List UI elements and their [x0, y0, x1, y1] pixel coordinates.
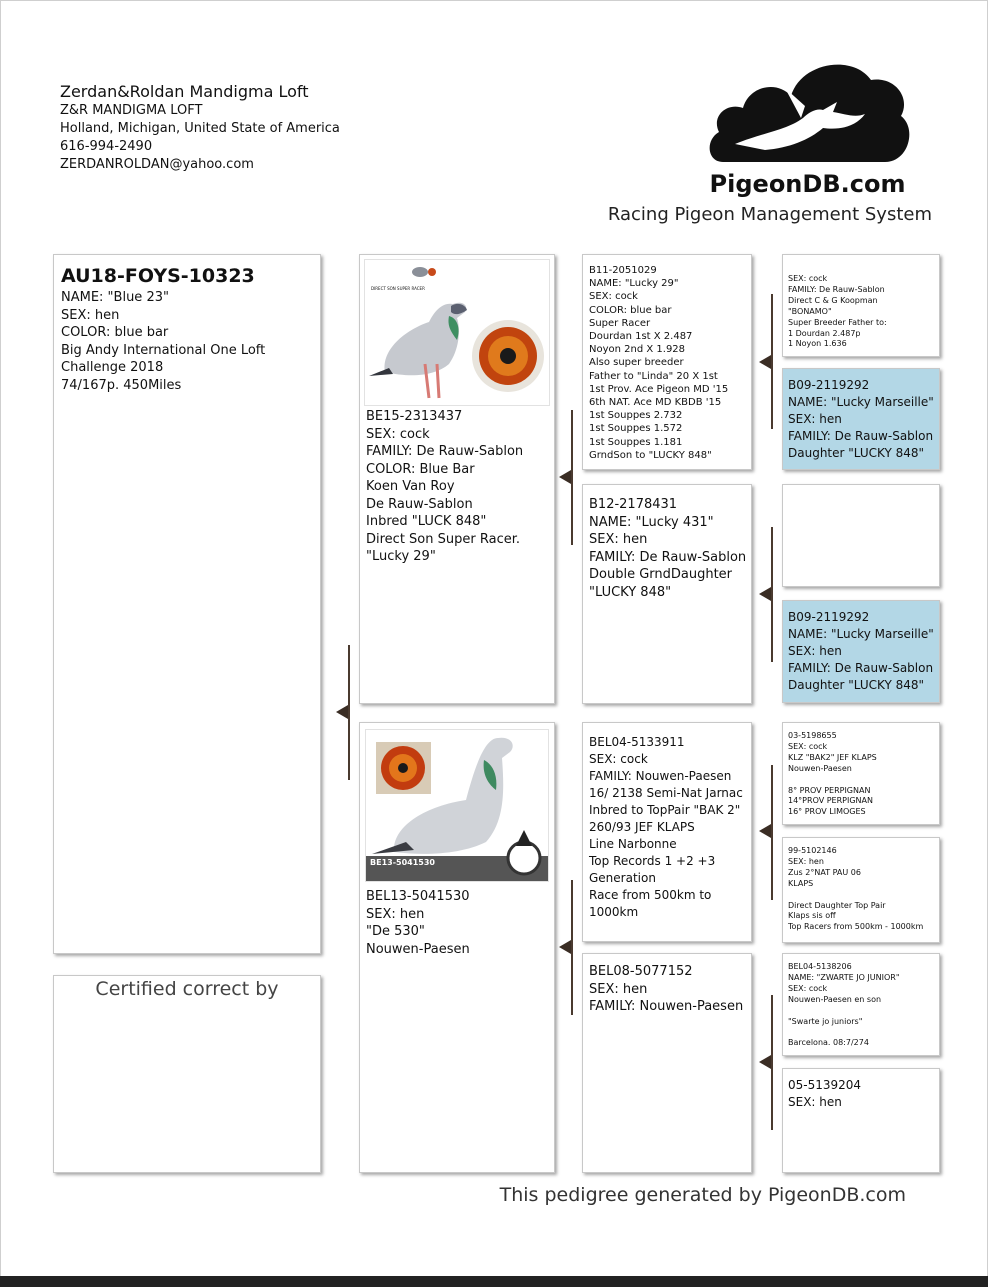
detail-line: Zus 2°NAT PAU 06	[788, 867, 861, 877]
main-bird-card	[53, 254, 321, 954]
detail-line: Also super breeder	[589, 357, 684, 369]
detail-line: De Rauw-Sablon	[366, 496, 473, 512]
connector-line	[771, 527, 773, 662]
detail-line: 8° PROV PERPIGNAN	[788, 785, 871, 795]
detail-line: COLOR: blue bar	[589, 304, 672, 316]
detail-line: BE15-2313437	[366, 409, 463, 424]
pigeondb-logo-icon	[705, 58, 910, 170]
sire-card	[359, 254, 555, 704]
connector-line	[771, 294, 773, 429]
detail-line: SEX: hen	[788, 412, 842, 426]
detail-line: SEX: cock	[788, 983, 828, 993]
dam-dam-card	[582, 953, 752, 1173]
brand-tagline: Racing Pigeon Management System	[607, 204, 932, 225]
certified-box	[53, 975, 321, 1173]
dam-sire-card	[582, 722, 752, 942]
detail-line: NAME: "Lucky 29"	[589, 278, 679, 290]
detail-line: Line Narbonne	[589, 837, 677, 851]
detail-line: Super Breeder Father to:	[788, 317, 887, 327]
sire-photo	[364, 259, 550, 406]
detail-line: NAME: "ZWARTE JO JUNIOR"	[788, 972, 900, 982]
connector-line	[571, 410, 573, 545]
detail-line: BEL13-5041530	[366, 889, 470, 904]
detail-line: NAME: "Lucky Marseille"	[788, 395, 934, 409]
detail-line: Koen Van Roy	[366, 479, 455, 494]
sds-card	[782, 484, 940, 587]
detail-line	[788, 775, 934, 786]
connector-arrow-icon	[759, 355, 771, 369]
dss-details	[788, 731, 934, 818]
detail-line: FAMILY: De Rauw-Sablon	[366, 444, 524, 459]
sire-sire-card	[582, 254, 752, 470]
dss-card	[782, 722, 940, 825]
detail-line: Dourdan 1st X 2.487	[589, 331, 693, 343]
dsd-card	[782, 837, 940, 943]
connector-arrow-icon	[559, 470, 571, 484]
detail-line: BEL04-5133911	[589, 735, 685, 749]
detail-line: Top Records 1 +2 +3	[589, 854, 716, 868]
detail-line: SEX: cock	[589, 752, 648, 766]
detail-line	[788, 890, 934, 901]
ssd-card	[782, 368, 940, 470]
bottom-bar	[0, 1276, 988, 1287]
detail-line: FAMILY: Nouwen-Paesen	[589, 999, 744, 1014]
detail-line: B09-2119292	[788, 610, 870, 624]
loft-info	[60, 82, 340, 174]
detail-line: Inbred "LUCK 848"	[366, 514, 487, 529]
detail-line: GrndSon to "LUCKY 848"	[589, 449, 712, 461]
connector-line	[571, 880, 573, 1015]
connector-line	[771, 765, 773, 900]
main-details	[61, 289, 313, 394]
detail-line: "BONAMO"	[788, 306, 832, 316]
detail-line: Direct C & G Koopman	[788, 295, 878, 305]
connector-arrow-icon	[559, 940, 571, 954]
detail-line: 1000km	[589, 905, 639, 919]
detail-line: FAMILY: Nouwen-Paesen	[589, 769, 732, 783]
detail-line: 1st Souppes 1.572	[589, 423, 683, 435]
detail-line: Nouwen-Paesen en son	[788, 994, 882, 1004]
sire-photo-caption: DIRECT SON SUPER RACER	[371, 286, 425, 291]
detail-line: FAMILY: De Rauw-Sablon	[788, 429, 934, 443]
detail-line: 6th NAT. Ace MD KBDB '15	[589, 397, 722, 409]
sdd-card	[782, 600, 940, 703]
detail-line: BEL04-5138206	[788, 962, 852, 971]
connector-arrow-icon	[759, 824, 771, 838]
detail-line: Daughter "LUCKY 848"	[788, 446, 925, 460]
loft-email: ZERDANROLDAN@yahoo.com	[60, 157, 254, 172]
detail-line: Barcelona. 08:7/274	[788, 1038, 869, 1048]
detail-line: SEX: cock	[788, 741, 828, 751]
dam-dam-details	[589, 963, 745, 1016]
sdd-details	[788, 609, 934, 694]
detail-line: SEX: cock	[589, 291, 638, 303]
detail-line: Top Racers from 500km - 1000km	[788, 922, 924, 932]
dsd-details	[788, 846, 934, 933]
detail-line: NAME: "Lucky 431"	[589, 514, 714, 530]
dam-photo-ring: BE13-5041530	[370, 858, 435, 867]
detail-line: 1 Dourdan 2.487p	[788, 328, 861, 338]
detail-line: FAMILY: De Rauw-Sablon	[788, 661, 934, 675]
detail-line: COLOR: blue bar	[61, 325, 169, 340]
dam-photo	[365, 729, 549, 882]
loft-phone: 616-994-2490	[60, 139, 153, 154]
detail-line: SEX: cock	[788, 274, 828, 283]
dds-card	[782, 953, 940, 1056]
detail-line: Klaps sis off	[788, 911, 836, 921]
connector-arrow-icon	[759, 587, 771, 601]
detail-line: B11-2051029	[589, 265, 657, 276]
brand-name: PigeonDB.com	[709, 170, 906, 198]
detail-line: 16° PROV LIMOGES	[788, 807, 866, 817]
detail-line: B09-2119292	[788, 378, 870, 392]
sire-dam-card	[582, 484, 752, 704]
detail-line: BEL08-5077152	[589, 964, 693, 979]
connector-arrow-icon	[336, 705, 348, 719]
detail-line: KLAPS	[788, 878, 814, 888]
detail-line: Nouwen-Paesen	[788, 763, 852, 773]
ddd-details	[788, 1077, 934, 1111]
detail-line: "De 530"	[366, 924, 425, 939]
sire-details	[366, 408, 523, 566]
sire-dam-details	[589, 496, 745, 601]
detail-line: Direct Son Super Racer.	[366, 531, 520, 547]
detail-line: SEX: hen	[788, 856, 824, 866]
detail-line: Father to "Linda" 20 X 1st	[589, 370, 718, 382]
pigeon-photo-icon	[365, 260, 549, 405]
detail-line: SEX: hen	[589, 532, 648, 547]
detail-line: SEX: cock	[366, 426, 430, 442]
detail-line: 260/93 JEF KLAPS	[589, 820, 695, 834]
connector-line	[771, 995, 773, 1130]
detail-line: "Swarte jo juniors"	[788, 1016, 863, 1026]
detail-line: SEX: hen	[366, 906, 425, 922]
detail-line: NAME: "Lucky Marseille"	[788, 627, 934, 641]
detail-line: COLOR: Blue Bar	[366, 461, 475, 477]
detail-line: SEX: hen	[788, 1095, 842, 1109]
sss-card	[782, 254, 940, 357]
detail-line: NAME: "Blue 23"	[61, 290, 169, 305]
detail-line: Noyon 2nd X 1.928	[589, 344, 686, 356]
detail-line: "Lucky 29"	[366, 549, 436, 564]
detail-line: 1st Prov. Ace Pigeon MD '15	[589, 383, 729, 395]
detail-line: Challenge 2018	[61, 360, 164, 375]
detail-line: Generation	[589, 871, 656, 885]
detail-line: "LUCKY 848"	[589, 584, 672, 600]
dam-card	[359, 722, 555, 1173]
detail-line: 03-5198655	[788, 731, 837, 740]
detail-line: 05-5139204	[788, 1078, 862, 1092]
detail-line: 16/ 2138 Semi-Nat Jarnac	[589, 786, 743, 800]
dds-details	[788, 962, 934, 1049]
dam-details	[366, 888, 470, 958]
detail-line: Big Andy International One Loft	[61, 342, 266, 358]
detail-line: Nouwen-Paesen	[366, 941, 470, 957]
connector-line	[348, 645, 350, 780]
connector-arrow-icon	[759, 1055, 771, 1069]
detail-line: FAMILY: De Rauw-Sablon	[788, 284, 885, 294]
detail-line: 1 Noyon 1.636	[788, 339, 847, 349]
detail-line: Super Racer	[589, 317, 651, 329]
dam-sire-details	[589, 734, 745, 921]
detail-line: 99-5102146	[788, 846, 837, 855]
footer-credit: This pedigree generated by PigeonDB.com	[499, 1184, 906, 1206]
detail-line: Direct Daughter Top Pair	[788, 900, 886, 910]
loft-name: Zerdan&Roldan Mandigma Loft	[60, 82, 309, 101]
detail-line: SEX: hen	[589, 981, 648, 997]
detail-line: 74/167p. 450Miles	[61, 377, 182, 393]
detail-line: Daughter "LUCKY 848"	[788, 678, 925, 692]
detail-line: B12-2178431	[589, 497, 678, 512]
ssd-details	[788, 377, 934, 462]
detail-line: SEX: hen	[788, 644, 842, 658]
main-ring: AU18-FOYS-10323	[61, 265, 255, 287]
ddd-card	[782, 1068, 940, 1173]
detail-line: Race from 500km to	[589, 888, 712, 902]
loft-line2: Z&R MANDIGMA LOFT	[60, 103, 203, 118]
detail-line	[788, 1006, 934, 1017]
sire-sire-details	[589, 264, 745, 462]
detail-line: SEX: hen	[61, 307, 120, 323]
detail-line: 1st Souppes 2.732	[589, 410, 683, 422]
sss-details	[788, 274, 934, 350]
detail-line: KLZ "BAK2" JEF KLAPS	[788, 752, 877, 762]
detail-line: 1st Souppes 1.181	[589, 436, 683, 448]
detail-line	[788, 1027, 934, 1038]
detail-line: FAMILY: De Rauw-Sablon	[589, 549, 747, 565]
loft-address: Holland, Michigan, United State of America	[60, 121, 340, 136]
certified-label: Certified correct by	[95, 978, 279, 1000]
detail-line: Double GrndDaughter	[589, 567, 733, 582]
detail-line: 14°PROV PERPIGNAN	[788, 796, 873, 806]
detail-line: Inbred to TopPair "BAK 2"	[589, 803, 741, 817]
